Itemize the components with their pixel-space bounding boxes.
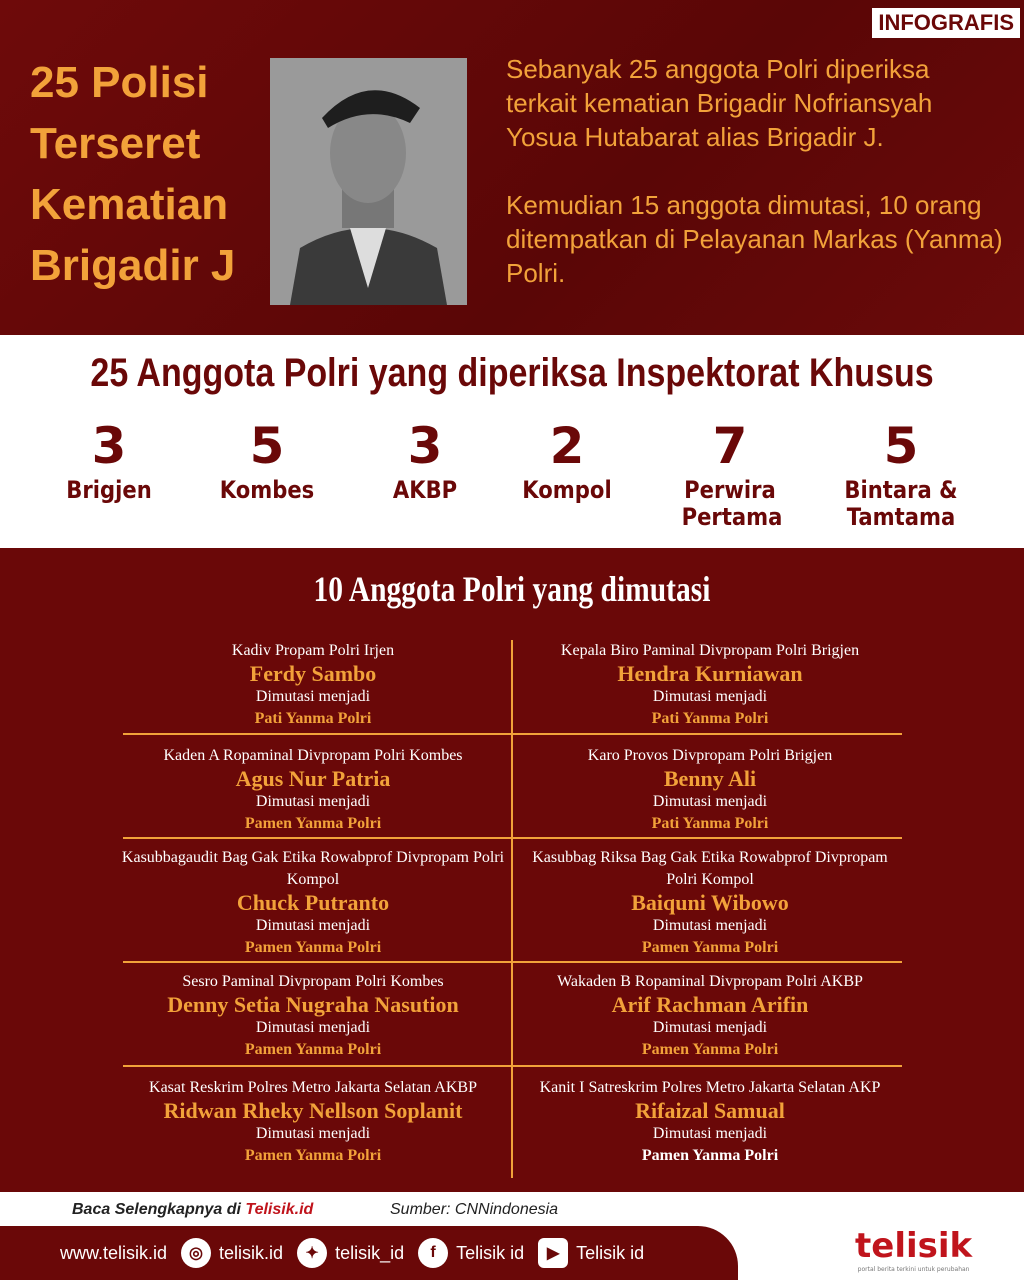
mutation-card xyxy=(118,640,508,730)
person-name: Rifaizal Samual xyxy=(635,1098,785,1123)
stat-brigjen xyxy=(31,415,187,504)
stat-label: Brigjen xyxy=(66,476,152,504)
stat-akbp xyxy=(347,415,503,504)
stat-count: 5 xyxy=(883,417,919,475)
stat-count: 7 xyxy=(712,417,748,475)
instagram-icon: ◎ xyxy=(181,1238,211,1268)
new-position: Pamen Yanma Polri xyxy=(641,1041,779,1058)
portrait-photo xyxy=(270,58,467,305)
person-name: Chuck Putranto xyxy=(236,890,390,915)
person-name: Baiquni Wibowo xyxy=(631,890,789,915)
youtube-link[interactable] xyxy=(538,1238,644,1268)
stat-label: Kombes xyxy=(219,476,315,504)
mutation-card xyxy=(515,971,905,1061)
social-label: Telisik id xyxy=(576,1242,645,1263)
new-position: Pati Yanma Polri xyxy=(254,710,372,727)
mutation-card xyxy=(515,640,905,730)
new-position: Pamen Yanma Polri xyxy=(244,1147,382,1164)
main-title: 25 Polisi Terseret Kematian Brigadir J xyxy=(30,58,236,290)
social-bar xyxy=(0,1226,738,1280)
row-divider xyxy=(123,733,902,735)
position-text: Kasubbagaudit Bag Gak Etika Rowabprof Divpropam Polri Kompol xyxy=(121,849,505,888)
examined-section xyxy=(0,335,1024,548)
stat-perwira-pertama xyxy=(652,415,808,531)
person-name: Hendra Kurniawan xyxy=(617,661,803,686)
instagram-link[interactable] xyxy=(181,1238,283,1268)
stat-count: 2 xyxy=(549,417,585,475)
mutation-card xyxy=(118,847,508,959)
stat-kombes xyxy=(189,415,345,504)
social-label: telisik.id xyxy=(219,1242,284,1263)
examined-title: 25 Anggota Polri yang diperiksa Inspektorat Khusus xyxy=(90,351,934,395)
read-more-link[interactable]: Telisik.id xyxy=(245,1201,314,1218)
intro-text xyxy=(506,52,1006,324)
new-position: Pamen Yanma Polri xyxy=(244,1041,382,1058)
intro-paragraph: Kemudian 15 anggota dimutasi, 10 orang ditempatkan di Pelayanan Markas (Yanma) Polri. xyxy=(506,190,1003,288)
row-divider xyxy=(123,961,902,963)
stat-label: Perwira Pertama xyxy=(681,476,783,531)
mutation-label: Dimutasi menjadi xyxy=(652,688,768,705)
stat-kompol xyxy=(489,415,645,504)
mutation-label: Dimutasi menjadi xyxy=(255,793,371,810)
social-label: telisik_id xyxy=(335,1242,405,1263)
examined-title-wrap xyxy=(0,349,1024,397)
twitter-icon: ✦ xyxy=(297,1238,327,1268)
logo-text: telisik xyxy=(855,1226,973,1266)
mutation-card xyxy=(515,745,905,835)
mutation-label: Dimutasi menjadi xyxy=(652,1019,768,1036)
stat-label: Bintara & Tamtama xyxy=(844,476,958,531)
new-position: Pati Yanma Polri xyxy=(651,710,769,727)
intro-paragraph: Sebanyak 25 anggota Polri diperiksa terkait kematian Brigadir Nofriansyah Yosua Hutabarat alias Brigadir J. xyxy=(506,54,933,152)
position-text: Kanit I Satreskrim Polres Metro Jakarta Selatan AKP xyxy=(539,1079,881,1096)
mutation-card xyxy=(515,847,905,959)
mutation-label: Dimutasi menjadi xyxy=(255,917,371,934)
youtube-icon: ▶ xyxy=(538,1238,568,1268)
person-name: Agus Nur Patria xyxy=(235,766,391,791)
stat-label: Kompol xyxy=(522,476,612,504)
person-name: Ferdy Sambo xyxy=(249,661,377,686)
telisik-logo xyxy=(855,1226,972,1273)
facebook-icon: f xyxy=(418,1238,448,1268)
stat-count: 3 xyxy=(91,417,127,475)
new-position: Pamen Yanma Polri xyxy=(244,815,382,832)
new-position: Pamen Yanma Polri xyxy=(641,1147,779,1164)
source-text: Sumber: CNNindonesia xyxy=(390,1201,559,1218)
twitter-link[interactable] xyxy=(297,1238,404,1268)
new-position: Pamen Yanma Polri xyxy=(641,939,779,956)
person-name: Benny Ali xyxy=(663,766,757,791)
mutation-label: Dimutasi menjadi xyxy=(255,688,371,705)
infografis-badge: INFOGRAFIS xyxy=(872,8,1020,38)
facebook-link[interactable] xyxy=(418,1238,524,1268)
position-text: Kadiv Propam Polri Irjen xyxy=(231,642,395,659)
mutation-card xyxy=(118,745,508,835)
person-name: Arif Rachman Arifin xyxy=(611,992,809,1017)
column-divider xyxy=(511,640,513,1178)
mutation-label: Dimutasi menjadi xyxy=(255,1019,371,1036)
row-divider xyxy=(123,837,902,839)
stat-label: AKBP xyxy=(392,476,458,504)
position-text: Wakaden B Ropaminal Divpropam Polri AKBP xyxy=(557,973,863,990)
mutation-card xyxy=(118,971,508,1061)
mutation-label: Dimutasi menjadi xyxy=(652,917,768,934)
new-position: Pati Yanma Polri xyxy=(651,815,769,832)
stat-count: 3 xyxy=(407,417,443,475)
position-text: Kasubbag Riksa Bag Gak Etika Rowabprof Divpropam Polri Kompol xyxy=(532,849,888,888)
row-divider xyxy=(123,1065,902,1067)
mutation-card xyxy=(118,1077,508,1167)
new-position: Pamen Yanma Polri xyxy=(244,939,382,956)
position-text: Kasat Reskrim Polres Metro Jakarta Selatan AKBP xyxy=(149,1079,477,1096)
person-name: Ridwan Rheky Nellson Soplanit xyxy=(163,1098,463,1123)
website-link[interactable]: www.telisik.id xyxy=(60,1242,168,1263)
stat-bintara-tamtama xyxy=(823,415,979,531)
read-more-prefix: Baca Selengkapnya di xyxy=(72,1201,246,1218)
stat-count: 5 xyxy=(249,417,285,475)
position-text: Kepala Biro Paminal Divpropam Polri Brigjen xyxy=(560,642,860,659)
mutation-label: Dimutasi menjadi xyxy=(255,1125,371,1142)
header-section xyxy=(0,0,1024,335)
read-more xyxy=(72,1201,313,1219)
position-text: Karo Provos Divpropam Polri Brigjen xyxy=(587,747,833,764)
position-text: Sesro Paminal Divpropam Polri Kombes xyxy=(182,973,444,990)
footer xyxy=(0,1192,1024,1280)
mutation-label: Dimutasi menjadi xyxy=(652,1125,768,1142)
mutated-title: 10 Anggota Polri yang dimutasi xyxy=(313,569,711,609)
person-name: Denny Setia Nugraha Nasution xyxy=(167,992,459,1017)
mutation-card xyxy=(515,1077,905,1167)
position-text: Kaden A Ropaminal Divpropam Polri Kombes xyxy=(163,747,463,764)
mutation-label: Dimutasi menjadi xyxy=(652,793,768,810)
logo-tagline: portal berita terkini untuk perubahan xyxy=(857,1266,970,1273)
social-label: Telisik id xyxy=(456,1242,525,1263)
